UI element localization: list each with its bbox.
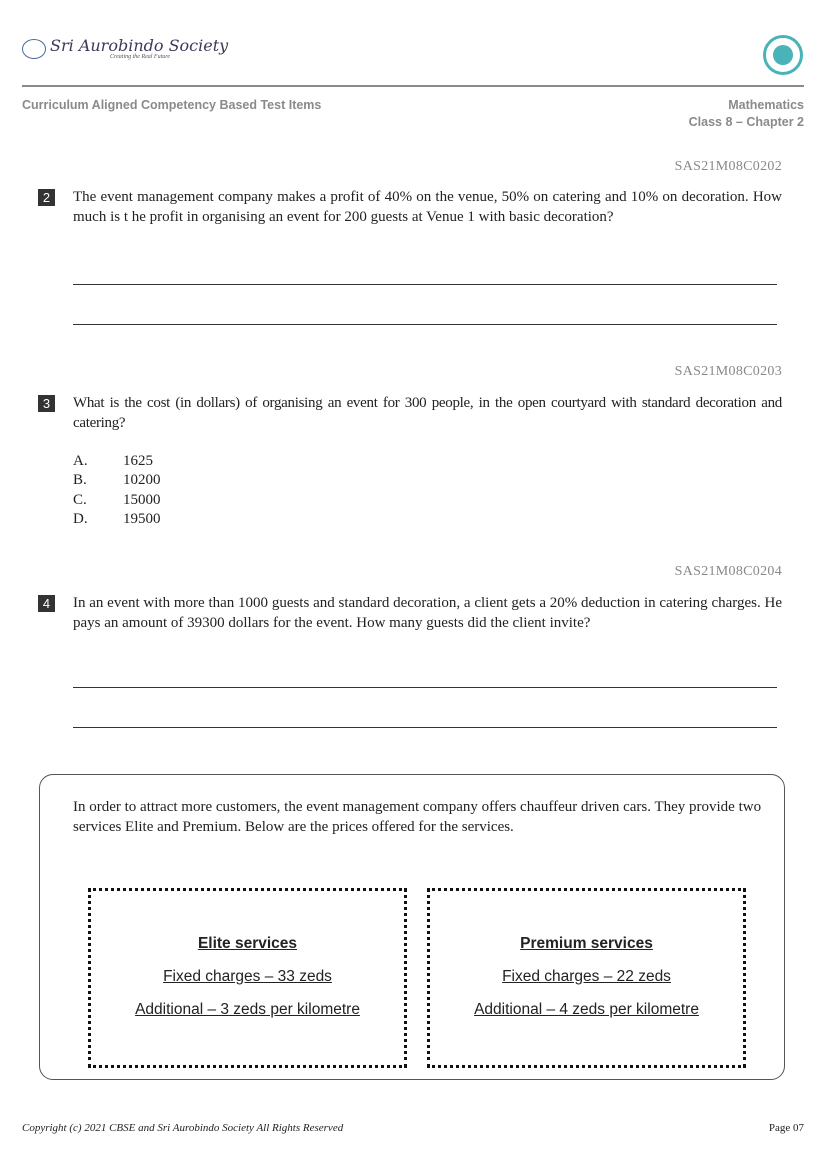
logo-tagline: Creating the Real Future xyxy=(110,54,171,60)
option-letter: D. xyxy=(73,511,88,527)
page-number: Page 07 xyxy=(768,1122,804,1134)
answer-line[interactable] xyxy=(73,324,777,325)
option-letter: B. xyxy=(73,472,87,488)
option-b[interactable] xyxy=(73,472,161,489)
option-value: 1625 xyxy=(123,453,153,469)
question-text: The event management company makes a profit of 40% on the venue, 50% on catering and 10% on decoration. How much is t he profit in organising an event for 200 guests at Venue 1 with basic decoration? xyxy=(73,189,782,225)
question-number: 3 xyxy=(38,395,55,412)
option-c[interactable] xyxy=(73,492,161,509)
option-value: 15000 xyxy=(123,492,161,508)
header-divider xyxy=(22,85,804,87)
info-text: In order to attract more customers, the event management company offers chauffeur driven cars. They provide two services Elite and Premium. Below are the prices offered for the services. xyxy=(73,799,762,835)
option-letter: C. xyxy=(73,492,87,508)
option-letter: A. xyxy=(73,453,88,469)
answer-line[interactable] xyxy=(73,687,777,688)
option-value: 19500 xyxy=(123,511,161,527)
question-text: What is the cost (in dollars) of organising an event for 300 people, in the open courtyard with standard decoration and catering? xyxy=(73,395,782,431)
question-text: In an event with more than 1000 guests and standard decoration, a client gets a 20% deduction in catering charges. He pays an amount of 39300 dollars for the event. How many guests did the client invite? xyxy=(73,595,782,631)
option-value: 10200 xyxy=(123,472,161,488)
option-a[interactable] xyxy=(73,453,153,470)
answer-line[interactable] xyxy=(73,284,777,285)
cbse-seal-icon xyxy=(763,35,803,75)
service-fixed: Fixed charges – 33 zeds xyxy=(163,968,332,985)
question-number: 2 xyxy=(38,189,55,206)
question-number: 4 xyxy=(38,595,55,612)
subject: Mathematics xyxy=(728,98,804,112)
answer-line[interactable] xyxy=(73,727,777,728)
question-code: SAS21M08C0202 xyxy=(674,159,782,174)
service-fixed: Fixed charges – 22 zeds xyxy=(502,968,671,985)
service-additional: Additional – 4 zeds per kilometre xyxy=(474,1001,699,1018)
option-d[interactable] xyxy=(73,511,161,528)
document-title: Curriculum Aligned Competency Based Test Items xyxy=(22,98,322,112)
logo-emblem-icon xyxy=(22,39,46,59)
sri-aurobindo-society-logo xyxy=(22,38,228,60)
class-chapter: Class 8 – Chapter 2 xyxy=(688,115,804,129)
question-code: SAS21M08C0203 xyxy=(674,364,782,379)
service-title: Elite services xyxy=(197,935,298,952)
question-code: SAS21M08C0204 xyxy=(674,564,782,579)
service-additional: Additional – 3 zeds per kilometre xyxy=(135,1001,360,1018)
copyright: Copyright (c) 2021 CBSE and Sri Aurobindo Society All Rights Reserved xyxy=(22,1122,344,1134)
service-title: Premium services xyxy=(520,935,653,952)
elite-services-card xyxy=(88,888,407,1068)
logo-text: Sri Aurobindo Society xyxy=(50,36,229,55)
premium-services-card xyxy=(427,888,746,1068)
